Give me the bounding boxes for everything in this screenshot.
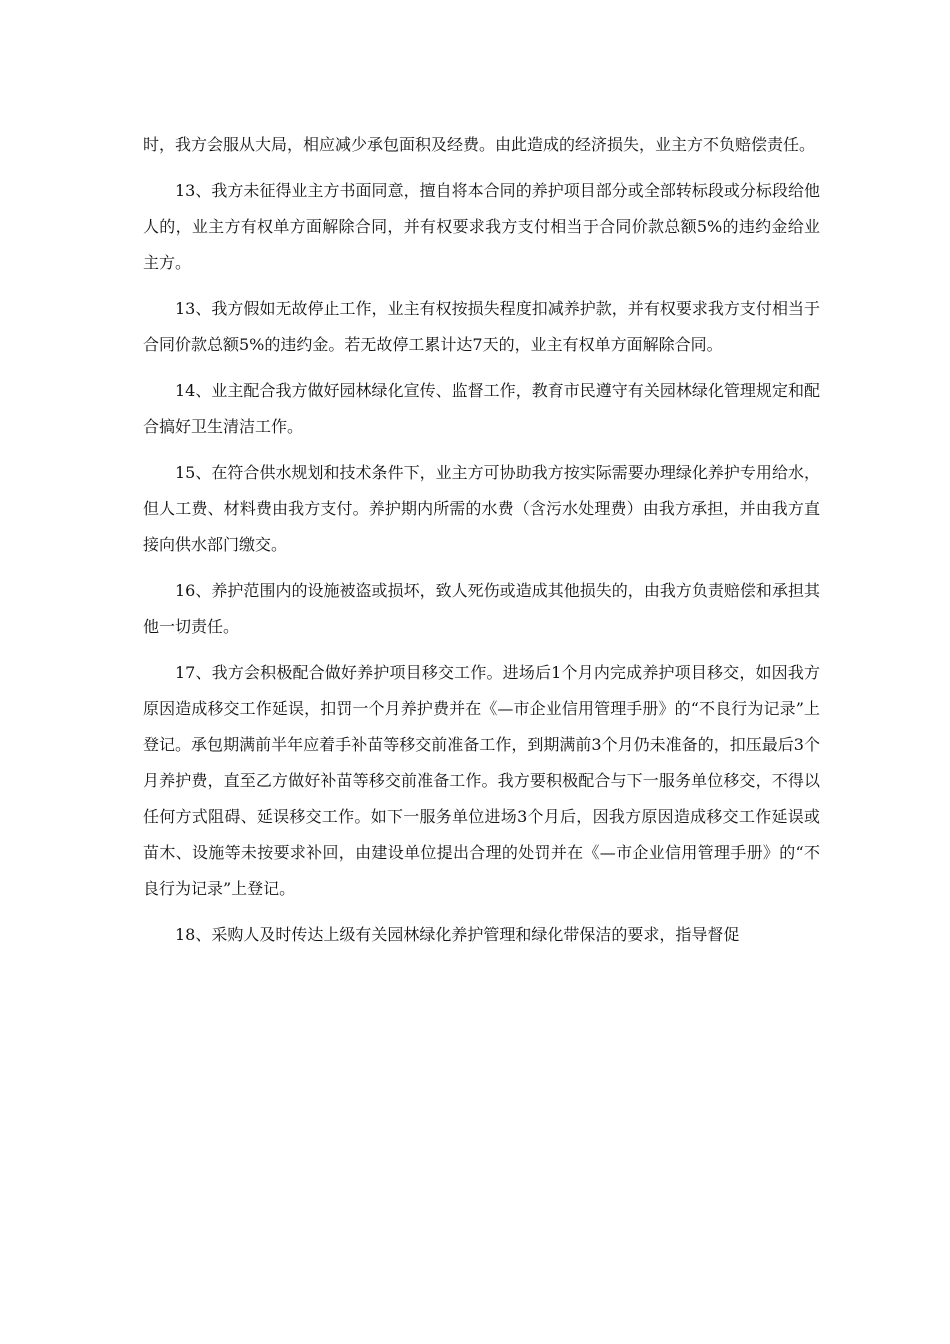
paragraph-clause-14: 14、业主配合我方做好园林绿化宣传、监督工作，教育市民遵守有关园林绿化管理规定和配合搞好卫生清洁工作。 [143, 381, 820, 436]
paragraph-clause-13a: 13、我方未征得业主方书面同意，擅自将本合同的养护项目部分或全部转标段或分标段给他人的，业主方有权单方面解除合同，并有权要求我方支付相当于合同价款总额5%的违约金给业主方。 [143, 181, 820, 272]
paragraph-continuation: 时，我方会服从大局，相应减少承包面积及经费。由此造成的经济损失，业主方不负赔偿责任。 [143, 135, 816, 154]
paragraph-clause-18: 18、采购人及时传达上级有关园林绿化养护管理和绿化带保洁的要求，指导督促 [175, 925, 740, 944]
paragraph-clause-15: 15、在符合供水规划和技术条件下，业主方可协助我方按实际需要办理绿化养护专用给水，但人工费、材料费由我方支付。养护期内所需的水费（含污水处理费）由我方承担，并由我方直接向供水部门缴交。 [143, 463, 820, 554]
paragraph-clause-16: 16、养护范围内的设施被盗或损坏，致人死伤或造成其他损失的，由我方负责赔偿和承担其他一切责任。 [143, 581, 820, 636]
paragraph-clause-17: 17、我方会积极配合做好养护项目移交工作。进场后1个月内完成养护项目移交，如因我方原因造成移交工作延误，扣罚一个月养护费并在《—市企业信用管理手册》的“不良行为记录”上登记。承包期满前半年应着手补苗等移交前准备工作，到期满前3个月仍未准备的，扣压最后3个月养护费，直至乙方做好补苗等移交前准备工作。我方要积极配合与下一服务单位移交，不得以任何方式阻碍、延误移交工作。如下一服务单位进场3个月后，因我方原因造成移交工作延误或苗木、设施等未按要求补回，由建设单位提出合理的处罚并在《—市企业信用管理手册》的“不良行为记录”上登记。 [143, 663, 820, 898]
paragraph-clause-13b: 13、我方假如无故停止工作，业主有权按损失程度扣减养护款，并有权要求我方支付相当于合同价款总额5%的违约金。若无故停工累计达7天的，业主有权单方面解除合同。 [143, 299, 820, 354]
document-page [143, 127, 820, 963]
